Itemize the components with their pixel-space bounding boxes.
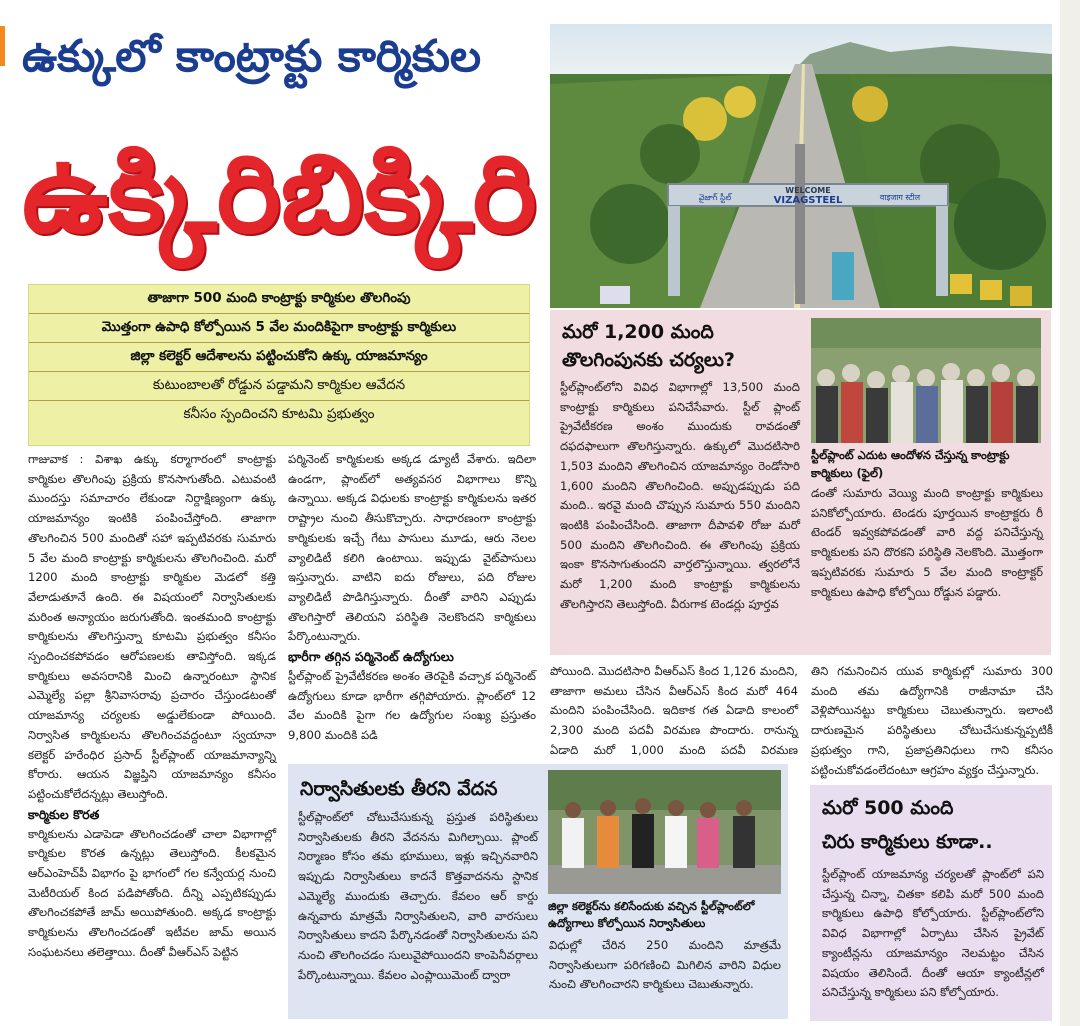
photo-vizag-steel-gate	[550, 24, 1052, 308]
pink-title-line2: తొలగింపునకు చర్యలు?	[562, 349, 735, 371]
pink-box-body: స్టీల్‌ప్లాంట్‌లోని వివిధ విభాగాల్లో 13,500 మంది కాంట్రాక్టు కార్మికులు పనిచేసేవారు. స్టీల్ ప్లాంట్ ప్రైవేటీకరణ అంశం ముందుకు రావడంతో దఫదఫాలుగా తొలగిస్తున్నారు. ఉక్కులో మొదటిసారి 1,503 మందిని తొలగించిన యాజమాన్యం రెండోసారి 1,600 మందిని తొలగించింది. అప్పుడప్పుడు పది మంది.. ఇరవై మంది చొప్పున సుమారు 550 మందిని ఇంటికి పంపించేసింది. తాజాగా దీపావళి రోజు మరో 500 మందిని తొలగించింది. ఈ తొలగింపు ప్రక్రియ ఇంకా కొనసాగుతుందని వార్తలొస్తున్నాయి. త్వరలోనే మరో 1,200 మంది కాంట్రాక్టు కార్మికులను తొలగిస్తారని తెలుస్తోంది. వీరుగాక టెండర్లు పూర్తవ	[560, 380, 800, 611]
deck-line: కుటుంబాలతో రోడ్డున పడ్డామని కార్మికుల ఆవేదన	[29, 372, 529, 401]
deck-box	[28, 284, 530, 446]
deck-line: జిల్లా కలెక్టర్ ఆదేశాలను పట్టించుకోని ఉక్కు యాజమాన్యం	[29, 343, 529, 372]
section-marker	[0, 26, 5, 66]
lav-title-line2: చిరు కార్మికులు కూడా..	[822, 831, 993, 853]
sidebar-500-small-workers	[810, 785, 1052, 1021]
headline-kicker: ఉక్కులో కాంట్రాక్టు కార్మికుల	[22, 31, 482, 82]
gate-sign-welcome: WELCOME	[785, 186, 831, 195]
blue-box-body-right: విధుల్లో చేరిన 250 మందిని మాత్రమే నిర్వాసితులుగా పరిగణించి మిగిలిన వారిని విధుల నుంచి తొలగించారని కార్మికులు చెబుతున్నారు.	[549, 938, 781, 992]
adjacent-page-edge	[1060, 0, 1080, 1026]
column-4: తిని గమనించిన యువ కార్మికుల్లో సుమారు 300 మంది తమ ఉద్యోగానికి రాజీనామా చేసి వెళ్లిపోయినట్టు కార్మికులు చెబుతున్నారు. ఇలాంటి దారుణమైన పరిస్థితులు చోటుచేసుకున్నప్పటికీ ప్రభుత్వం గాని, ప్రజాప్రతినిధులు గాని కనీసం పట్టించుకోవడంలేదంటూ ఆగ్రహం వ్యక్తం చేస్తున్నారు.	[811, 664, 1053, 777]
lav-title-line1: మరో 500 మంది	[822, 797, 954, 819]
pink-box-body-right: డంతో సుమారు వెయ్యి మంది కాంట్రాక్టు కార్మికులు పనికోల్పోయారు. టెండరు పూర్తయిన కాంట్రాక్టరు రీ టెండర్ ఇవ్వకపోవడంతో వారి వద్ద పనిచేస్తున్న కార్మికులకు పని దొరకని పరిస్థితి నెలకొంది. మొత్తంగా ఇప్పటివరకు సుమారు 5 వేల మంది కాంట్రాక్టర్ కార్మికులు ఉపాధి కోల్పోయి రోడ్డున పడ్డారు.	[811, 486, 1043, 599]
photo-protest	[811, 318, 1041, 443]
subhead-shortage: కార్మికుల కొరత	[28, 806, 100, 822]
column-3: పోయింది. మొదటిసారి వీఆర్ఎస్ కింద 1,126 మందిని, తాజాగా అమలు చేసిన వీఆర్ఎస్ కింద మరో 464 మందిని పంపించేసింది. ఇదికాక గత ఏడాది కాలంలో 2,300 మంది పదవీ విరమణ పొందారు. రానున్న ఏడాది మరో 1,000 మంది పదవీ విరమణ	[550, 664, 798, 757]
photo-displaced-workers	[548, 770, 781, 894]
gate-sign-right: वाइजाग स्टील	[879, 193, 921, 202]
pink-title-line1: మరో 1,200 మంది	[562, 321, 714, 343]
subhead-permanent: భారీగా తగ్గిన పర్మినెంట్ ఉద్యోగులు	[288, 649, 454, 665]
deck-line: కనీసం స్పందించని కూటమి ప్రభుత్వం	[183, 406, 375, 422]
body-paragraph: కార్మికులను ఎడాపెడా తొలగించడంతో చాలా విభాగాల్లో కార్మికుల కొరత ఉన్నట్లు తెలుస్తోంది. కీలకమైన ఆర్ఎంహెచ్‌పీ విభాగం పై భాగంలో గల కన్వేయర్ల నుంచి మెటీరియల్ కింద పడిపోతోంది. దీన్ని ఎప్పటికప్పుడు తొలగించకపోతే జామ్ అయిపోతుంది. అక్కడ కాంట్రాక్టు కార్మికులను తొలగించడంతో ఇటీవల జామ్ అయిన సంఘటనలు తలెత్తాయి. దీంతో వీఆర్ఎస్ పెట్టిన	[28, 826, 276, 959]
caption-displaced-photo: జిల్లా కలెక్టర్‌ను కలిసేందుకు వచ్చిన స్టీల్‌ప్లాంట్‌లో ఉద్యోగాలు కోల్పోయిన నిర్వాసితులు	[548, 900, 755, 930]
lav-box-body: స్టీల్‌ప్లాంట్ యాజమాన్య చర్యలతో ప్లాంట్‌లో పని చేస్తున్న చిన్నా, చితకా కలిపి మరో 500 మంది కార్మికులు ఉపాధి కోల్పోయారు. స్టీల్‌ప్లాంట్‌లోని వివిధ విభాగాల్లో ఏర్పాటు చేసిన ప్రైవేట్ క్యాంటీన్లను యాజమాన్యం నెలమట్టం చేసిన విషయం తెలిసిందే. దీంతో ఆయా క్యాంటీన్లలో పనిచేస్తున్న కార్మికులు పని కోల్పోయారు.	[822, 867, 1044, 1000]
blue-box-title: నిర్వాసితులకు తీరని వేదన	[300, 778, 498, 800]
body-paragraph: పర్మినెంట్ కార్మికులకు అక్కడ డ్యూటీ వేశారు. ఇదిలా ఉండగా, ప్లాంట్‌లో అత్యవసర విభాగాలు కొన్ని ఉన్నాయి. అక్కడ విధులకు కాంట్రాక్టు కార్మికులను ఇతర రాష్ట్రాల నుంచి తీసుకొచ్చారు. సాధారణంగా కాంట్రాక్టు కార్మికులకు ఇచ్చే గేటు పాసులు మూడు, ఆరు నెలల వ్యాలిడిటీ కలిగి ఉంటాయి. ఇప్పుడు వైట్‌పాసులు ఇస్తున్నారు. వాటిని ఐదు రోజులు, పది రోజుల వ్యాలిడిటీ పొడిగిస్తున్నారు. దీంతో వారిని ఎప్పుడు తొలగిస్తారో తెలియని పరిస్థితి నెలకొందని కార్మికులు పేర్కొంటున్నారు.	[288, 452, 536, 644]
gate-sign-left: వైజాగ్ స్టీల్	[698, 193, 732, 202]
headline-main: ఉక్కిరిబిక్కిరి	[22, 132, 537, 257]
body-paragraph: స్టీల్‌ప్లాంట్ ప్రైవేటీకరణ అంశం తెరపైకి వచ్చాక పర్మినెంట్ ఉద్యోగులు కూడా భారీగా తగ్గిపోయారు. ప్లాంట్‌లో 12 వేల మందికి పైగా గల ఉద్యోగుల సంఖ్య ప్రస్తుతం 9,800 మందికి పడి	[288, 669, 536, 743]
pink-box-title	[562, 318, 802, 374]
gate-sign-name: VIZAGSTEEL	[773, 195, 843, 206]
blue-box-body: స్టీల్‌ప్లాంట్‌లో చోటుచేసుకున్న ప్రస్తుత పరిస్థితులు నిర్వాసితులకు తీరని వేదనను మిగిల్చాయి. ప్లాంట్ నిర్మాణం కోసం తమ భూములు, ఇళ్లు ఇచ్చినవారిని ఇప్పుడు నిర్వాసితులు కాదనే కొత్తవాదనను స్టానిక ఎమ్మెల్యే ముందుకు తెచ్చారు. కేవలం ఆర్ కార్డు ఉన్నవారు మాత్రమే నిర్వాసితులని, వారి వారసులు నిర్వాసితులు కాదని పేర్కొనడంతో నిర్వాసితులను పని నుంచి తొలగించడం సులువైపోయిందని కాంపెనీవర్గాలు పేర్కొంటున్నాయి. కేవలం ఎంప్లాయిమెంట్ ద్వారా	[298, 810, 538, 982]
column-2	[288, 450, 536, 756]
column-1	[28, 450, 276, 1022]
caption-protest-photo: స్టీల్‌ప్లాంట్ ఎదుట ఆందోళన చేస్తున్న కాంట్రాక్టు కార్మికులు (ఫైల్)	[811, 448, 1010, 480]
deck-line: మొత్తంగా ఉపాధి కోల్పోయిన 5 వేల మందికిపైగా కాంట్రాక్టు కార్మికులు	[29, 314, 529, 343]
deck-line: తాజాగా 500 మంది కాంట్రాక్టు కార్మికుల తొలగింపు	[29, 285, 529, 314]
lead-paragraph: గాజువాక : విశాఖ ఉక్కు కర్మాగారంలో కాంట్రాక్టు కార్మికుల తొలగింపు ప్రక్రియ కొనసాగుతోంది. ఎటువంటి ముందస్తు సమాచారం లేకుండా నిర్దాక్షిణ్యంగా ఉక్కు యాజమాన్యం ఇంటికి పంపించేస్తోంది. తాజాగా తొలగించిన 500 మందితో సహా ఇప్పటివరకు సుమారు 5 వేల మంది కాంట్రాక్టు కార్మికులను తొలగించింది. మరో 1200 మంది కాంట్రాక్టు కార్మికుల మెడలో కత్తి వేలాడుతూనే ఉంది. ఈ విషయంలో నిర్వాసితులకు మరింత అన్యాయం జరుగుతోంది. ఇంతమంది కాంట్రాక్టు కార్మికులను తొలగిస్తున్నా కూటమి ప్రభుత్వం కనీసం స్పందించకపోవడం ఆరోపణలకు తావిస్తోంది. ఇక్కడ కార్మికులు అవసరానికి మించి ఉన్నారంటూ స్థానిక ఎమ్మెల్యే పల్లా శ్రీనివాసరావు ప్రచారం చేస్తుండటంతో యాజమాన్య చర్యలకు అడ్డులేకుండా పోయింది. నిర్వాసిత కార్మికులను తొలగించవద్దంటూ స్వయానా కలెక్టర్ హరేంధిర ప్రసాద్ స్టీల్‌ప్లాంట్ యాజమాన్యాన్ని కోరారు. ఆయన విజ్ఞప్తిని యాజమాన్యం కనీసం పట్టించుకోలేదన్నట్లు తెలుస్తోంది.	[28, 452, 276, 801]
lav-box-title	[822, 791, 993, 859]
